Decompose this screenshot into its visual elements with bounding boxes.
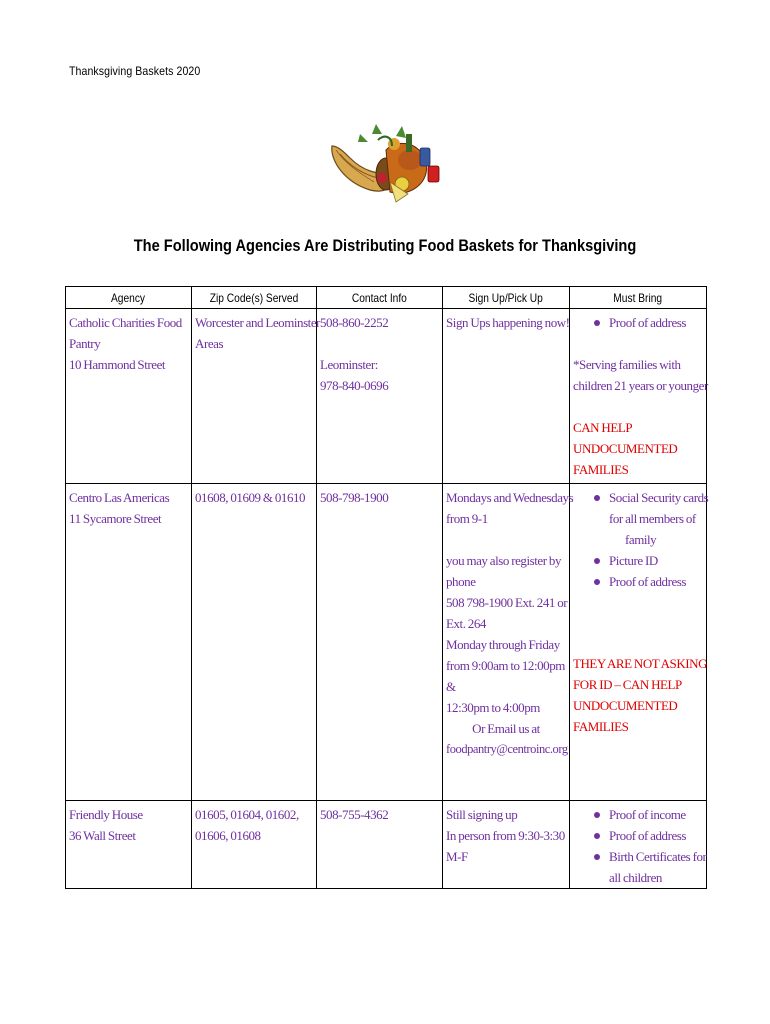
- alert-text: UNDOCUMENTED: [573, 698, 678, 713]
- zip-cell: [192, 484, 317, 801]
- alert-text: CAN HELP: [573, 420, 633, 435]
- page-title: The Following Agencies Are Distributing Food Baskets for Thanksgiving: [133, 236, 637, 255]
- signup-text: Sign Ups happening now!: [446, 315, 570, 330]
- must-bring-cell: [570, 309, 707, 484]
- email-link[interactable]: foodpantry@centroinc.org: [446, 742, 568, 756]
- contact-cell: [317, 309, 443, 484]
- signup-cell: [443, 484, 574, 801]
- signup-text: Monday through Friday: [446, 637, 560, 652]
- zip-text: Areas: [195, 336, 224, 351]
- agency-name: Catholic Charities Food: [69, 315, 182, 330]
- agency-address: 10 Hammond Street: [69, 357, 166, 372]
- column-header-signup: Sign Up/Pick Up: [443, 287, 570, 309]
- signup-text: Still signing up: [446, 807, 518, 822]
- contact-label: Leominster:: [320, 357, 378, 372]
- list-item: Proof of income: [573, 804, 703, 825]
- alert-text: FAMILIES: [573, 719, 629, 734]
- column-header-must-bring: Must Bring: [570, 287, 707, 309]
- list-item: Picture ID: [573, 550, 703, 571]
- table-row: [66, 309, 707, 484]
- signup-text: Or Email us at: [472, 721, 540, 736]
- agency-address: 11 Sycamore Street: [69, 511, 162, 526]
- zip-cell: [192, 309, 321, 484]
- signup-text: 12:30pm to 4:00pm: [446, 700, 540, 715]
- list-item: Proof of address: [573, 571, 703, 592]
- must-bring-list: [573, 487, 709, 592]
- phone-number: 508-798-1900: [320, 490, 389, 505]
- zip-text: 01606, 01608: [195, 828, 261, 843]
- agency-table: [65, 286, 707, 889]
- signup-cell: [443, 309, 570, 484]
- signup-text: from 9-1: [446, 511, 488, 526]
- alert-text: UNDOCUMENTED: [573, 441, 678, 456]
- phone-number: 978-840-0696: [320, 378, 389, 393]
- must-bring-cell: [570, 484, 707, 801]
- signup-text: M-F: [446, 849, 468, 864]
- agency-cell: [66, 484, 192, 801]
- signup-text: Mondays and Wednesdays: [446, 490, 574, 505]
- contact-cell: [317, 801, 443, 889]
- list-item: Social Security cards for all members of family: [573, 487, 703, 550]
- column-header-zip: Zip Code(s) Served: [192, 287, 317, 309]
- list-item: Proof of address: [573, 312, 703, 333]
- contact-cell: [317, 484, 443, 801]
- agency-address: 36 Wall Street: [69, 828, 136, 843]
- signup-text: &: [446, 679, 456, 694]
- must-bring-list: [573, 804, 707, 888]
- list-item: Birth Certificates for all children: [573, 846, 703, 888]
- zip-text: 01608, 01609 & 01610: [195, 490, 306, 505]
- list-item: Proof of address: [573, 825, 703, 846]
- zip-cell: [192, 801, 317, 889]
- zip-text: Worcester and Leominster: [195, 315, 321, 330]
- alert-text: THEY ARE NOT ASKING: [573, 656, 708, 671]
- eligibility-note: *Serving families with: [573, 357, 681, 372]
- agency-cell: [66, 309, 192, 484]
- alert-text: FOR ID – CAN HELP: [573, 677, 682, 692]
- column-header-contact: Contact Info: [317, 287, 443, 309]
- must-bring-list: [573, 312, 703, 333]
- cornucopia-illustration: [326, 120, 442, 210]
- eligibility-note: children 21 years or younger: [573, 378, 708, 393]
- zip-text: 01605, 01604, 01602,: [195, 807, 299, 822]
- must-bring-cell: [570, 801, 707, 889]
- agency-name: Friendly House: [69, 807, 143, 822]
- alert-text: FAMILIES: [573, 462, 629, 477]
- signup-text: from 9:00am to 12:00pm: [446, 658, 565, 673]
- agency-name: Pantry: [69, 336, 101, 351]
- table-row: [66, 484, 707, 801]
- signup-text: phone: [446, 574, 476, 589]
- header-note: Thanksgiving Baskets 2020: [69, 64, 201, 78]
- phone-number: 508-860-2252: [320, 315, 389, 330]
- signup-cell: [443, 801, 570, 889]
- signup-text: In person from 9:30-3:30: [446, 828, 565, 843]
- signup-text: you may also register by: [446, 553, 562, 568]
- agency-cell: [66, 801, 192, 889]
- table-header-row: [66, 287, 707, 309]
- signup-text: 508 798-1900 Ext. 241 or: [446, 595, 568, 610]
- phone-number: 508-755-4362: [320, 807, 389, 822]
- table-row: [66, 801, 707, 889]
- signup-text: Ext. 264: [446, 616, 486, 631]
- agency-name: Centro Las Americas: [69, 490, 170, 505]
- column-header-agency: Agency: [66, 287, 192, 309]
